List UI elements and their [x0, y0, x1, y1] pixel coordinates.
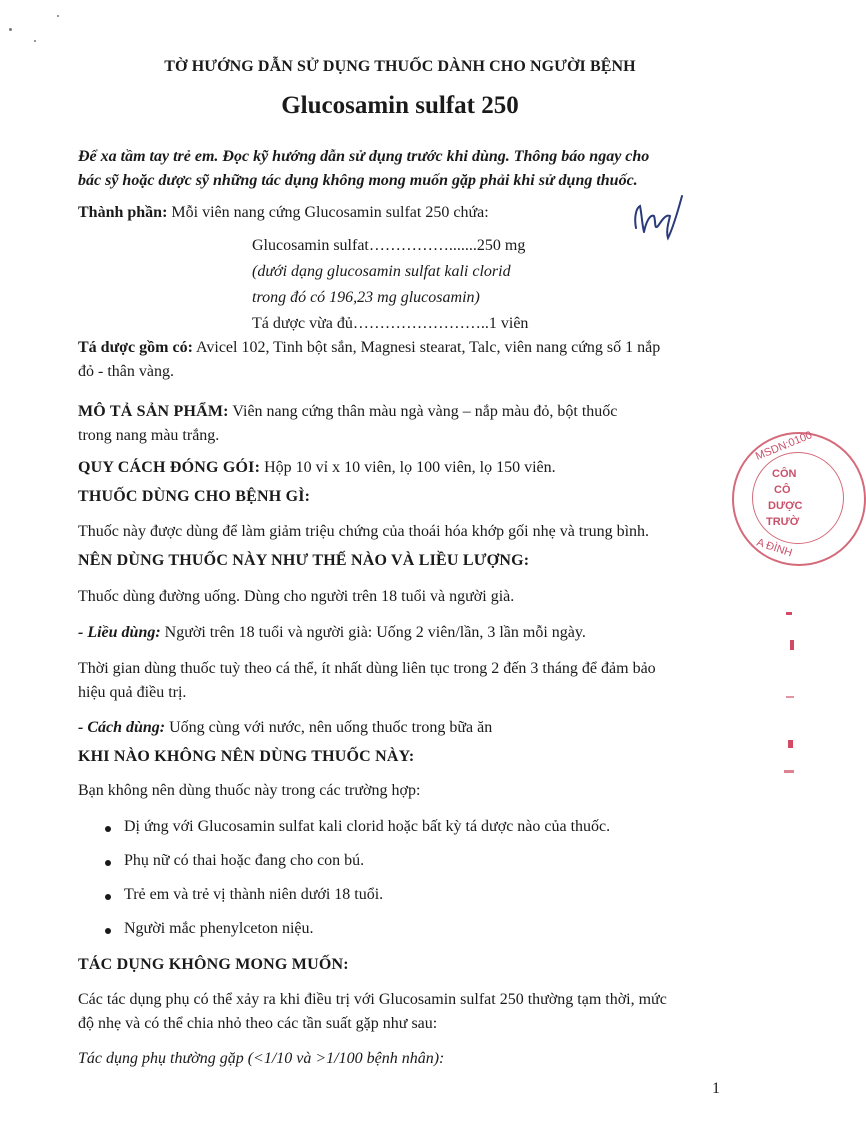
salt-form-line-2: trong đó có 196,23 mg glucosamin)	[252, 289, 480, 306]
salt-form-line-1: (dưới dạng glucosamin sulfat kali clorid	[252, 263, 511, 280]
stamp-line-4: TRƯỜ	[766, 516, 800, 528]
dose-paragraph	[78, 621, 586, 644]
edge-mark	[790, 640, 794, 650]
stamp-line-1: CÔN	[772, 468, 797, 480]
packaging-label: QUY CÁCH ĐÓNG GÓI:	[78, 459, 261, 476]
edge-mark	[788, 740, 793, 748]
scan-speck	[9, 28, 12, 31]
warning-line-2: bác sỹ hoặc dược sỹ những tác dụng không mong muốn gặp phải khi sử dụng thuốc.	[78, 172, 638, 189]
leaflet-header: TỜ HƯỚNG DẪN SỬ DỤNG THUỐC DÀNH CHO NGƯỜI BỆNH	[164, 58, 636, 75]
composition-label: Thành phần:	[78, 204, 168, 221]
description-label: MÔ TẢ SẢN PHẨM:	[78, 403, 229, 420]
usage-paragraph	[78, 716, 492, 739]
usage-text: Uống cùng với nước, nên uống thuốc trong bữa ăn	[165, 719, 493, 736]
description-text: Viên nang cứng thân màu ngà vàng – nắp màu đỏ, bột thuốc	[228, 403, 618, 420]
indication-text: Thuốc này được dùng để làm giảm triệu chứng của thoái hóa khớp gối nhẹ và trung bình.	[78, 523, 650, 540]
adverse-line-1: Các tác dụng phụ có thể xảy ra khi điều trị với Glucosamin sulfat 250 thường tạm thời, mức	[78, 991, 667, 1008]
excipients-line-2: đỏ - thân vàng.	[78, 363, 174, 380]
duration-line-1: Thời gian dùng thuốc tuỳ theo cá thể, ít nhất dùng liên tục trong 2 đến 3 tháng để đảm bảo	[78, 660, 656, 677]
adverse-line-2: độ nhẹ và có thể chia nhỏ theo các tần suất gặp như sau:	[78, 1015, 438, 1032]
stamp-bottom-text: A ĐÌNH	[755, 536, 794, 560]
composition-paragraph	[78, 201, 489, 224]
stamp-line-3: DƯỢC	[768, 500, 803, 512]
bullet-dot	[105, 826, 111, 832]
route-text: Thuốc dùng đường uống. Dùng cho người trên 18 tuổi và người già.	[78, 588, 515, 605]
duration-line-2: hiệu quả điều trị.	[78, 684, 187, 701]
scan-speck	[34, 40, 36, 42]
description-paragraph	[78, 400, 617, 423]
contraindication-item: Người mắc phenylceton niệu.	[124, 920, 314, 937]
packaging-text: Hộp 10 vỉ x 10 viên, lọ 100 viên, lọ 150 viên.	[260, 459, 556, 476]
packaging-paragraph	[78, 456, 556, 479]
bullet-dot	[105, 928, 111, 934]
stamp-line-2: CÔ	[774, 484, 791, 496]
description-line-2: trong nang màu trắng.	[78, 427, 220, 444]
handwritten-signature	[628, 188, 692, 250]
warning-line-1: Để xa tầm tay trẻ em. Đọc kỹ hướng dẫn sử dụng trước khi dùng. Thông báo ngay cho	[78, 148, 650, 165]
contraindications-intro: Bạn không nên dùng thuốc này trong các trường hợp:	[78, 782, 421, 799]
indication-heading: THUỐC DÙNG CHO BỆNH GÌ:	[78, 488, 311, 505]
dose-label: - Liều dùng:	[78, 624, 161, 641]
dose-text: Người trên 18 tuổi và người già: Uống 2 viên/lần, 3 lần mỗi ngày.	[160, 624, 586, 641]
usage-label: - Cách dùng:	[78, 719, 166, 736]
dosage-heading: NÊN DÙNG THUỐC NÀY NHƯ THẾ NÀO VÀ LIỀU LƯỢNG:	[78, 552, 530, 569]
contraindication-item: Dị ứng với Glucosamin sulfat kali clorid hoặc bất kỳ tá dược nào của thuốc.	[124, 818, 611, 835]
page-number: 1	[712, 1080, 720, 1097]
adverse-common-heading: Tác dụng phụ thường gặp (<1/10 và >1/100 bệnh nhân):	[78, 1050, 445, 1067]
adverse-heading: TÁC DỤNG KHÔNG MONG MUỐN:	[78, 956, 349, 973]
bullet-dot	[105, 860, 111, 866]
product-title: Glucosamin sulfat 250	[281, 92, 519, 119]
active-ingredient-line: Glucosamin sulfat…………….......250 mg	[252, 237, 526, 254]
contraindication-item: Trẻ em và trẻ vị thành niên dưới 18 tuổi.	[124, 886, 384, 903]
edge-mark	[784, 770, 794, 773]
excipients-text: Avicel 102, Tinh bột sắn, Magnesi stearat, Talc, viên nang cứng số 1 nắp	[192, 339, 661, 356]
bullet-dot	[105, 894, 111, 900]
scan-speck	[57, 15, 59, 17]
stamp-ring-text: MSDN:0100	[753, 429, 814, 463]
contraindications-heading: KHI NÀO KHÔNG NÊN DÙNG THUỐC NÀY:	[78, 748, 415, 765]
excipients-paragraph	[78, 336, 660, 359]
composition-text: Mỗi viên nang cứng Glucosamin sulfat 250 chứa:	[167, 204, 489, 221]
company-stamp	[732, 429, 866, 566]
stamp-inner-ring	[752, 452, 844, 544]
excipients-label: Tá dược gồm có:	[78, 339, 193, 356]
contraindication-item: Phụ nữ có thai hoặc đang cho con bú.	[124, 852, 365, 869]
excipient-qs-line: Tá dược vừa đủ……………………..1 viên	[252, 315, 529, 332]
edge-mark	[786, 696, 794, 698]
edge-mark	[786, 612, 792, 615]
